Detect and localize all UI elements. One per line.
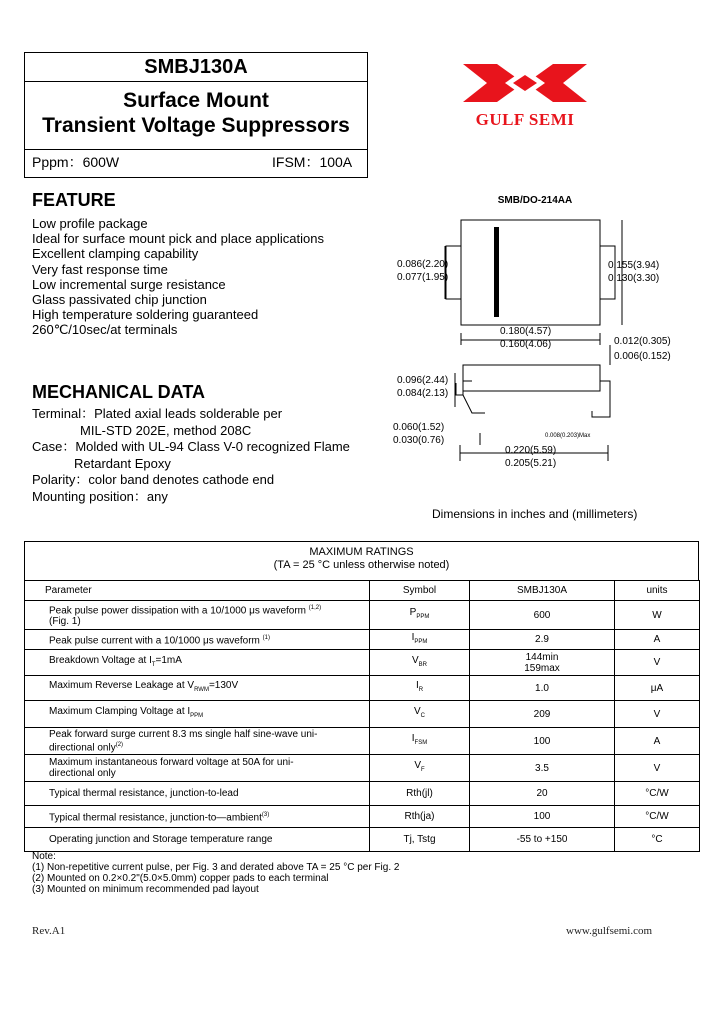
table-row xyxy=(25,650,700,676)
param-cell: Maximum Reverse Leakage at $V_{RWM}=130V$ xyxy=(25,676,370,701)
dim-label: 0.160(4.06) xyxy=(500,339,552,350)
unit-cell: °C/W xyxy=(615,806,700,828)
list-item: Low incremental surge resistance xyxy=(32,276,226,292)
mechanical-heading: MECHANICAL DATA xyxy=(32,382,205,402)
param-cell: Typical thermal resistance, junction-to-lead xyxy=(25,782,370,806)
gulf-semi-logo-icon xyxy=(455,56,595,110)
list-item: High temperature soldering guaranteed xyxy=(32,307,259,323)
table-row xyxy=(25,728,700,755)
unit-cell: V xyxy=(615,650,700,676)
cathode-band xyxy=(494,227,499,317)
unit-cell: A xyxy=(615,630,700,650)
website-link[interactable]: www.gulfsemi.com xyxy=(566,925,653,937)
ratings-table xyxy=(24,580,700,852)
table-row xyxy=(25,601,700,630)
param-cell: Operating junction and Storage temperature range xyxy=(25,828,370,852)
list-item: Low profile package xyxy=(32,216,148,231)
dim-label: 0.086(2.20) xyxy=(397,259,449,270)
value-cell: 2.9 xyxy=(470,630,615,650)
mechanical-list xyxy=(32,406,350,505)
note-line: (2) Mounted on 0.2×0.2"(5.0×5.0mm) copper pads to each terminal xyxy=(32,873,329,884)
header-spec-divider xyxy=(25,149,367,150)
note-line: Note: xyxy=(32,851,56,862)
list-item: Polarity：color band denotes cathode end xyxy=(32,472,275,487)
param-cell: Maximum Clamping Voltage at $I_{PPM}$ xyxy=(25,701,370,728)
param-cell: Peak forward surge current 8.3 ms single half sine-wave uni- directional only$^{(2)}$ xyxy=(25,728,370,755)
symbol-cell: Rth(ja) xyxy=(370,806,470,828)
value-cell: 600 xyxy=(470,601,615,630)
list-item: Very fast response time xyxy=(32,261,168,277)
value-cell: -55 to +150 xyxy=(470,828,615,852)
table-row xyxy=(25,782,700,806)
header-parameter: Parameter xyxy=(25,581,370,601)
ratings-subtitle: (TA = 25 °C unless otherwise noted) xyxy=(273,559,450,571)
header-part-divider xyxy=(25,81,367,82)
title-line-1: Surface Mount xyxy=(123,89,269,112)
dim-label: 0.012(0.305) xyxy=(614,336,671,347)
unit-cell: V xyxy=(615,755,700,782)
table-row xyxy=(25,755,700,782)
param-cell: Peak pulse current with a 10/1000 μs waveform $^{(1)}$ xyxy=(25,630,370,650)
value-cell: 100 xyxy=(470,728,615,755)
dim-label: 0.084(2.13) xyxy=(397,388,449,399)
symbol-cell: Tj, Tstg xyxy=(370,828,470,852)
unit-cell: °C/W xyxy=(615,782,700,806)
param-cell: Maximum instantaneous forward voltage at 50A for uni- directional only xyxy=(25,755,370,782)
dim-label: 0.130(3.30) xyxy=(608,273,660,284)
dim-label: 0.008(0.203)Max xyxy=(545,433,591,439)
symbol-cell: $V_{BR}$ xyxy=(370,650,470,676)
feature-list xyxy=(32,216,324,338)
dim-label: 0.060(1.52) xyxy=(393,422,445,433)
symbol-cell: Rth(jl) xyxy=(370,782,470,806)
table-row xyxy=(25,676,700,701)
unit-cell: A xyxy=(615,728,700,755)
note-line: (1) Non-repetitive current pulse, per Fig. 3 and derated above TA = 25 °C per Fig. 2 xyxy=(32,862,400,873)
table-row xyxy=(25,630,700,650)
value-cell: 1.0 xyxy=(470,676,615,701)
notes xyxy=(32,851,399,895)
dim-label: 0.077(1.95) xyxy=(397,272,449,283)
value-cell: 3.5 xyxy=(470,755,615,782)
list-item: Mounting position：any xyxy=(32,488,168,504)
value-cell: 100 xyxy=(470,806,615,828)
list-item: Excellent clamping capability xyxy=(32,246,199,262)
dim-label: 0.006(0.152) xyxy=(614,351,671,362)
ifsm-rating: IFSM：100A xyxy=(272,154,353,170)
dim-label: 0.096(2.44) xyxy=(397,375,449,386)
note-line: (3) Mounted on minimum recommended pad layout xyxy=(32,884,259,895)
dim-label: 0.155(3.94) xyxy=(608,260,660,271)
part-number: SMBJ130A xyxy=(144,56,248,78)
title-line-2: Transient Voltage Suppressors xyxy=(42,114,350,137)
list-item: Case：Molded with UL-94 Class V-0 recognized Flame xyxy=(32,439,350,454)
value-cell: 144min 159max xyxy=(470,650,615,676)
value-cell: 20 xyxy=(470,782,615,806)
unit-cell: V xyxy=(615,701,700,728)
symbol-cell: $I_{PPM}$ xyxy=(370,630,470,650)
header-symbol: Symbol xyxy=(370,581,470,601)
table-header-row xyxy=(25,581,700,601)
list-item: 260℃/10sec/at terminals xyxy=(32,322,178,338)
symbol-cell: $I_{FSM}$ xyxy=(370,728,470,755)
dim-label: 0.180(4.57) xyxy=(500,326,552,337)
ratings-title: MAXIMUM RATINGS xyxy=(309,546,414,558)
symbol-cell: $V_F$ xyxy=(370,755,470,782)
value-cell: 209 xyxy=(470,701,615,728)
table-row xyxy=(25,701,700,728)
param-cell: Peak pulse power dissipation with a 10/1000 μs waveform $^{(1,2)}$ (Fig. 1) xyxy=(25,601,370,630)
list-item: Ideal for surface mount pick and place applications xyxy=(32,231,324,247)
param-cell: Typical thermal resistance, junction-to—ambient$^{(3)}$ xyxy=(25,806,370,828)
brand-name: GULF SEMI xyxy=(475,110,575,129)
dim-label: 0.030(0.76) xyxy=(393,435,445,446)
symbol-cell: $P_{PPM}$ xyxy=(370,601,470,630)
revision-label: Rev.A1 xyxy=(32,925,66,937)
symbol-cell: $V_C$ xyxy=(370,701,470,728)
table-row xyxy=(25,828,700,852)
unit-cell: W xyxy=(615,601,700,630)
table-row xyxy=(25,806,700,828)
dimensions-caption: Dimensions in inches and (millimeters) xyxy=(432,507,638,521)
param-cell: Breakdown Voltage at $I_T=1mA$ xyxy=(25,650,370,676)
feature-heading: FEATURE xyxy=(32,190,116,210)
symbol-cell: $I_R$ xyxy=(370,676,470,701)
dim-label: 0.205(5.21) xyxy=(505,458,557,469)
dim-label: 0.220(5.59) xyxy=(505,445,557,456)
unit-cell: °C xyxy=(615,828,700,852)
list-item: Glass passivated chip junction xyxy=(32,292,207,308)
unit-cell: μA xyxy=(615,676,700,701)
header-units: units xyxy=(615,581,700,601)
header-value: SMBJ130A xyxy=(470,581,615,601)
list-item: Terminal：Plated axial leads solderable per xyxy=(32,406,283,421)
list-item: MIL-STD 202E, method 208C xyxy=(80,422,252,438)
package-name: SMB/DO-214AA xyxy=(497,195,573,206)
pppm-rating: Pppm：600W xyxy=(32,154,120,170)
list-item: Retardant Epoxy xyxy=(74,455,171,471)
